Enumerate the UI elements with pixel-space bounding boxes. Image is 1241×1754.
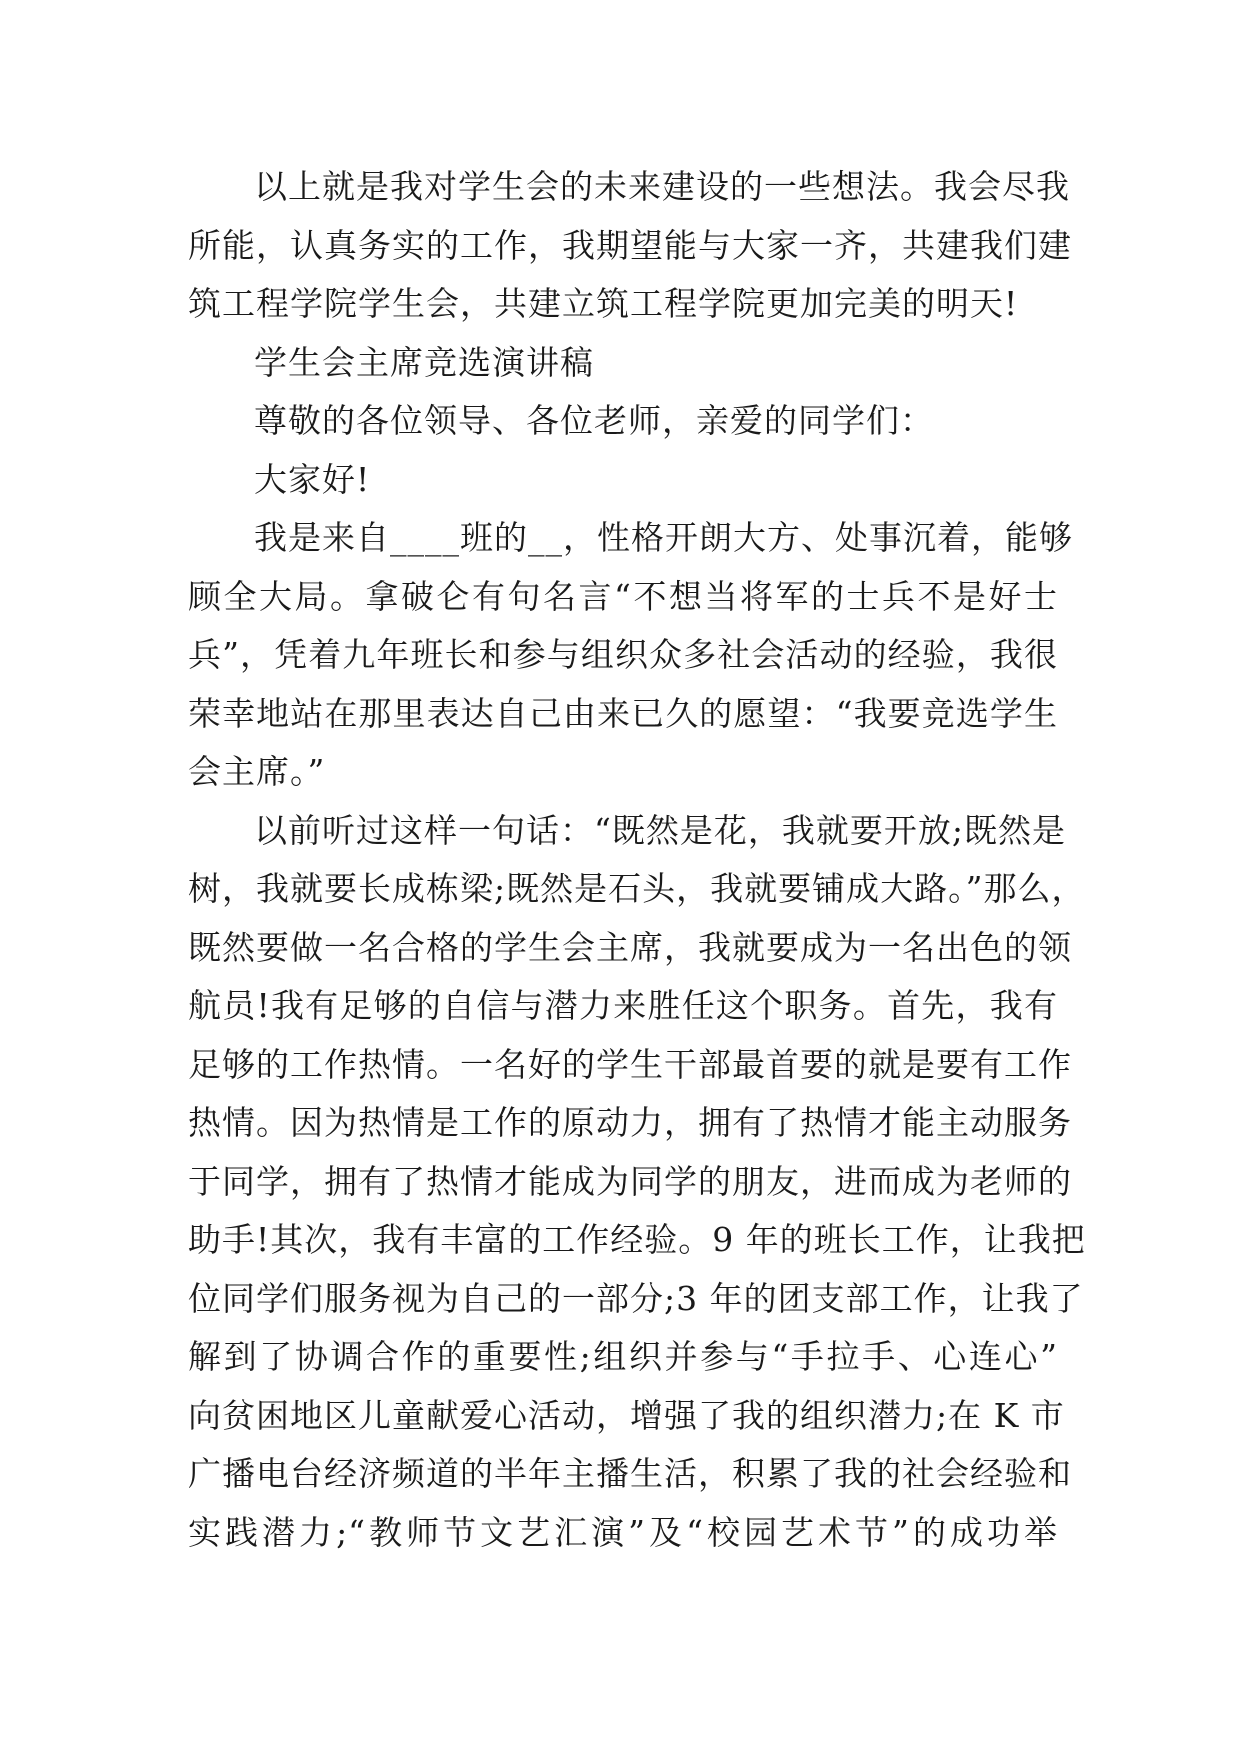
text-line: 尊敬的各位领导、各位老师，亲爱的同学们：: [254, 401, 934, 440]
text-line: 既然要做一名合格的学生会主席，我就要成为一名出色的领: [188, 927, 1072, 967]
text-line: 助手!其次，我有丰富的工作经验。9 年的班长工作，让我把: [188, 1220, 1086, 1259]
text-line: 以上就是我对学生会的未来建设的一些想法。我会尽我: [254, 167, 1070, 206]
text-line: 向贫困地区儿童献爱心活动，增强了我的组织潜力;在 K 市: [188, 1395, 1065, 1435]
text-line: 足够的工作热情。一名好的学生干部最首要的就是要有工作: [188, 1044, 1072, 1084]
text-line: 所能，认真务实的工作，我期望能与大家一齐，共建我们建: [188, 225, 1072, 265]
text-line: 实践潜力;“教师节文艺汇演”及“校园艺术节”的成功举: [188, 1512, 1058, 1552]
text-line: 位同学们服务视为自己的一部分;3 年的团支部工作，让我了: [188, 1278, 1084, 1318]
text-line: 树，我就要长成栋梁;既然是石头，我就要铺成大路。”那么，: [188, 869, 1086, 908]
text-line: 解到了协调合作的重要性;组织并参与“手拉手、心连心”: [188, 1337, 1058, 1376]
text-line: 会主席。”: [188, 752, 326, 791]
text-line: 以前听过这样一句话：“既然是花，我就要开放;既然是: [254, 810, 1066, 850]
text-line: 广播电台经济频道的半年主播生活，积累了我的社会经验和: [188, 1454, 1072, 1493]
text-line: 学生会主席竞选演讲稿: [254, 342, 594, 382]
text-line: 于同学，拥有了热情才能成为同学的朋友，进而成为老师的: [188, 1161, 1072, 1201]
text-line: 荣幸地站在那里表达自己由来已久的愿望：“我要竞选学生: [188, 693, 1058, 733]
text-line: 顾全大局。拿破仑有句名言“不想当将军的士兵不是好士: [188, 576, 1058, 616]
document-body: [188, 158, 1086, 1562]
text-line: 大家好!: [254, 459, 371, 499]
text-line: 航员!我有足够的自信与潜力来胜任这个职务。首先，我有: [188, 986, 1058, 1025]
text-line: 筑工程学院学生会，共建立筑工程学院更加完美的明天!: [188, 284, 1019, 323]
text-line: 我是来自____班的__，性格开朗大方、处事沉着，能够: [254, 518, 1073, 557]
text-line: 热情。因为热情是工作的原动力，拥有了热情才能主动服务: [188, 1103, 1072, 1142]
text-line: 兵”，凭着九年班长和参与组织众多社会活动的经验，我很: [188, 635, 1058, 674]
